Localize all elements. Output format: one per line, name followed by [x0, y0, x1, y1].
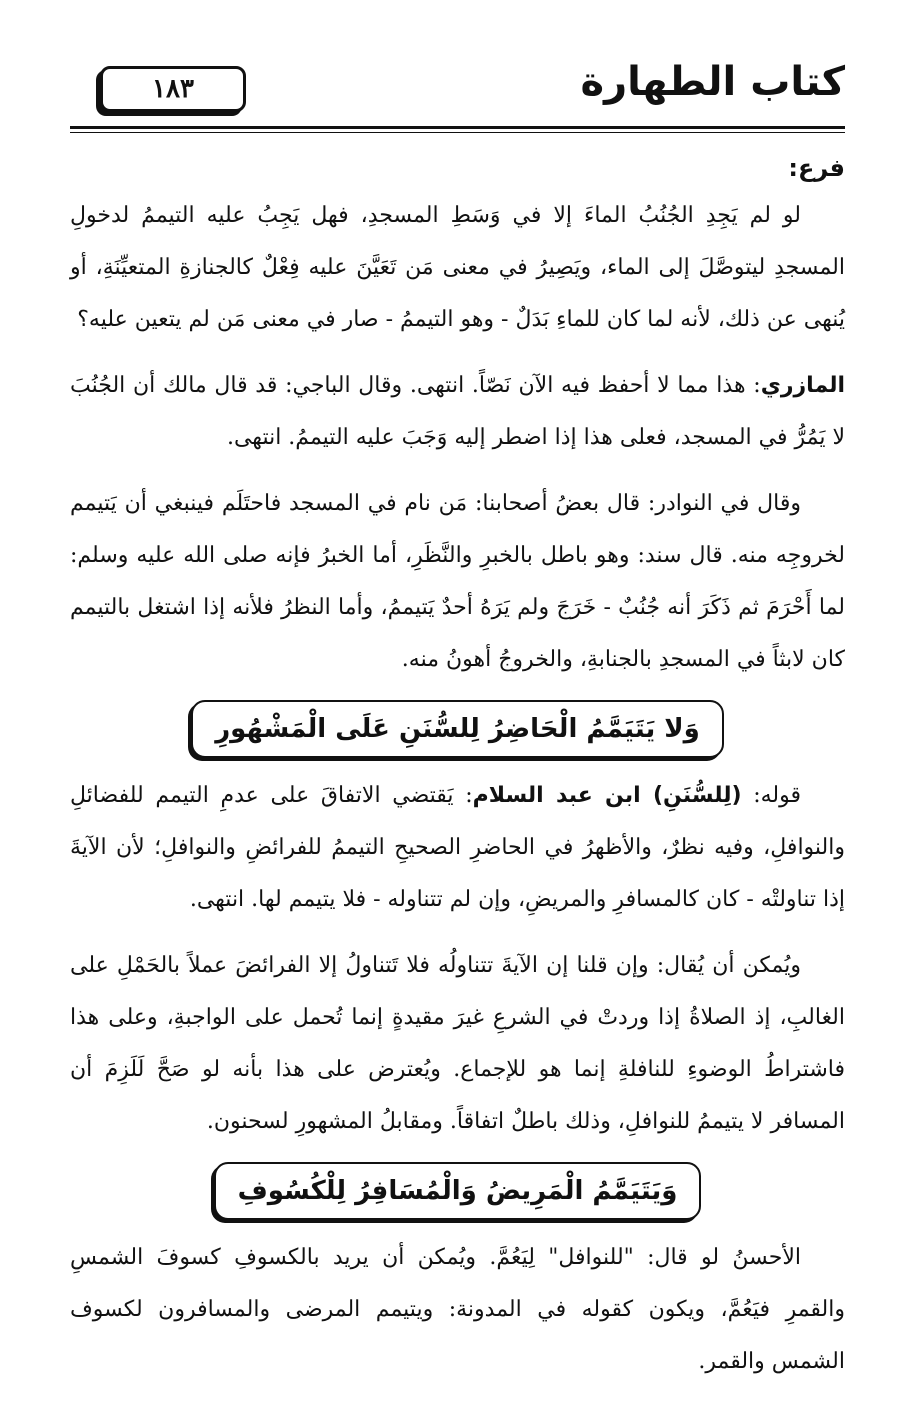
page-content	[70, 148, 845, 1402]
paragraph-4-prefix: قوله:	[741, 783, 801, 808]
page-number: ١٨٣	[152, 74, 194, 104]
paragraph-4-lead: (لِلسُّنَنِ) ابن عبد السلام	[472, 783, 742, 808]
book-page	[70, 40, 845, 1374]
header-rule	[70, 126, 845, 129]
paragraph-4-text: : يَقتضي الاتفاقَ على عدمِ التيمم للفضائلِ والنوافلِ، وفيه نظرٌ، والأظهرُ في الحاضرِ الصحيحِ التيممُ للفرائضِ والنوافلِ؛ لأن الآيةَ إذا تناولتْه - كان كالمسافرِ والمريضِ، وإن لم تتناوله - فلا يتيمم لها. انتهى.	[70, 783, 845, 912]
paragraph-2-text: : هذا مما لا أحفظ فيه الآن نَصّاً. انتهى. وقال الباجي: قد قال مالك أن الجُنُبَ لا يَمُرُّ في المسجد، فعلى هذا إذا اضطر إليه وَجَبَ عليه التيممُ. انتهى.	[70, 373, 845, 450]
paragraph-2	[70, 360, 845, 464]
paragraph-4	[70, 770, 845, 926]
paragraph-6: الأحسنُ لو قال: "للنوافل" لِيَعُمَّ. ويُمكن أن يريد بالكسوفِ كسوفَ الشمسِ والقمرِ فيَعُمَّ، ويكون كقوله في المدونة: ويتيمم المرضى والمسافرون لكسوف الشمس والقمر.	[70, 1245, 845, 1374]
paragraph-5: ويُمكن أن يُقال: وإن قلنا إن الآيةَ تتناولُه فلا تَتناولُ إلا الفرائضَ عملاً بالحَمْلِ على الغالبِ، إذ الصلاةُ إذا وردتْ في الشرعِ غيرَ مقيدةٍ إنما تُحمل على الواجبةِ، وعلى هذا فاشتراطُ الوضوءِ للنافلةِ إنما هو للإجماع. ويُعترض على هذا بأنه لو صَحَّ لَلَزِمَ أن المسافر لا يتيممُ للنوافلِ، وذلك باطلٌ اتفاقاً. ومقابلُ المشهورِ لسحنون.	[70, 953, 845, 1134]
heading-1: وَلا يَتَيَمَّمُ الْحَاضِرُ لِلسُّنَنِ عَلَى الْمَشْهُورِ	[191, 700, 724, 758]
paragraph-3: وقال في النوادر: قال بعضُ أصحابنا: مَن نام في المسجد فاحتَلَم فينبغي أن يَتيمم لخروجِه منه. قال سند: وهو باطل بالخبرِ والنَّظَرِ، أما الخبرُ فإنه صلى الله عليه وسلم: لما أَحْرَمَ ثم ذَكَرَ أنه جُنُبٌ - خَرَجَ ولم يَرَهُ أحدٌ يَتيممُ، وأما النظرُ فلأنه إذا اشتغل بالتيمم كان لابثاً في المسجدِ بالجنابةِ، والخروجُ أهونُ منه.	[70, 491, 845, 672]
heading-2-wrap	[70, 1162, 845, 1220]
furu-label: فرع:	[788, 154, 845, 182]
page-header	[70, 58, 845, 128]
paragraph-2-lead: المازري	[760, 373, 845, 398]
book-title: كتاب الطهارة	[580, 59, 845, 105]
heading-2: وَيَتَيَمَّمُ الْمَرِيضُ وَالْمُسَافِرُ لِلْكُسُوفِ	[214, 1162, 702, 1220]
paragraph-1: لو لم يَجِدِ الجُنُبُ الماءَ إلا في وَسَطِ المسجدِ، فهل يَجِبُ عليه التيممُ لدخولِ المسجدِ ليتوصَّلَ إلى الماء، ويَصِيرُ في معنى مَن تَعَيَّنَ عليه فِعْلٌ كالجنازةِ المتعيِّنَةِ، أو يُنهى عن ذلك، لأنه لما كان للماءِ بَدَلٌ - وهو التيممُ - صار في معنى مَن لم يتعين عليه؟	[70, 203, 845, 332]
heading-1-wrap	[70, 700, 845, 758]
page-number-box	[100, 66, 246, 112]
